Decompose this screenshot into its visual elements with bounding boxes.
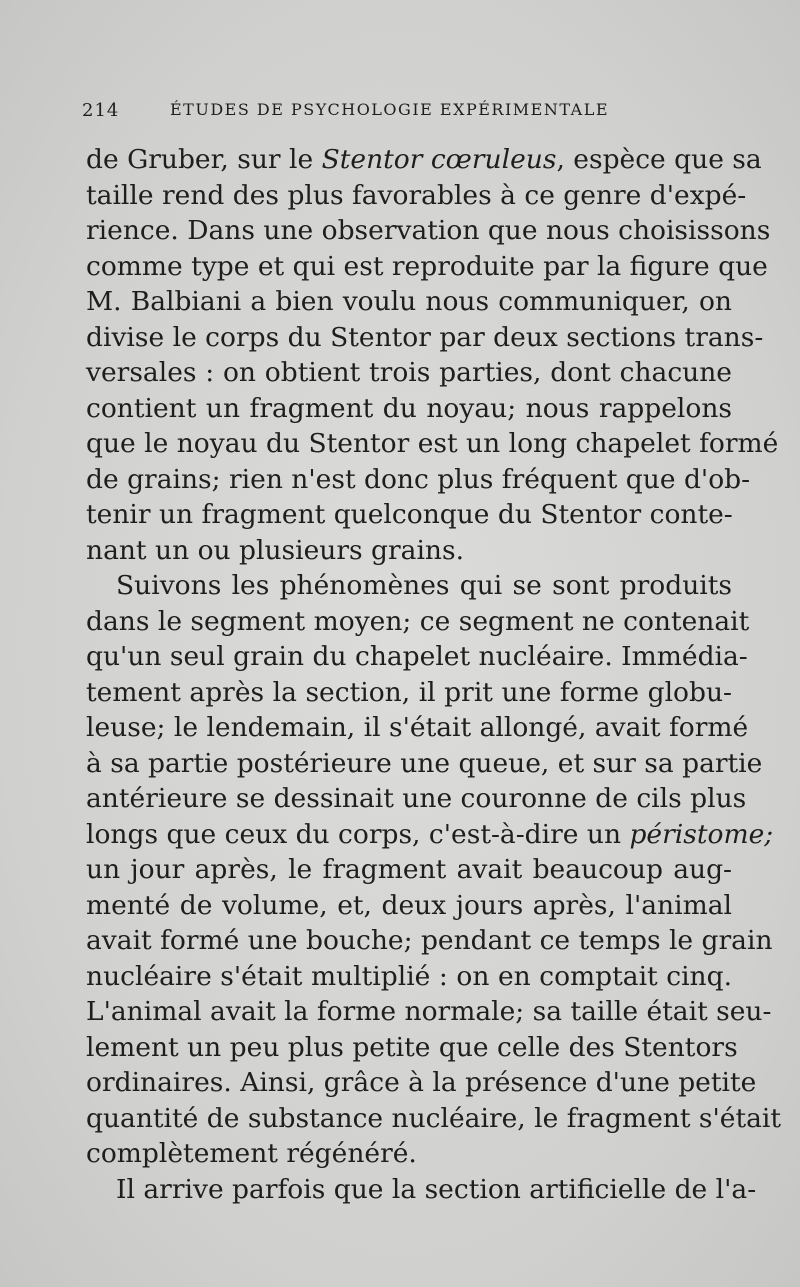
text-line: Suivons les phénomènes qui se sont produits <box>116 570 732 601</box>
page-number: 214 <box>82 100 120 121</box>
text-line: nant un ou plusieurs grains. <box>86 534 465 566</box>
text-line: lement un peu plus petite que celle des Stentors <box>86 1031 738 1063</box>
text-line: longs que ceux du corps, c'est-à-dire un péristome; <box>86 818 774 850</box>
text-line: L'animal avait la forme normale; sa taille était seu- <box>86 996 772 1027</box>
text-line: Il arrive parfois que la section artificielle de l'a- <box>116 1173 757 1205</box>
text-line: complètement régénéré. <box>86 1138 417 1169</box>
paragraph <box>86 142 779 568</box>
text-line: dans le segment moyen; ce segment ne contenait <box>86 605 750 637</box>
text-line: ordinaires. Ainsi, grâce à la présence d'une petite <box>86 1067 757 1098</box>
text-line: taille rend des plus favorables à ce genre d'expé- <box>86 179 747 211</box>
text-line: contient un fragment du noyau; nous rappelons <box>86 392 732 424</box>
text-line: un jour après, le fragment avait beaucoup aug- <box>86 854 732 885</box>
text-line: antérieure se dessinait une couronne de cils plus <box>86 783 747 814</box>
text-line: à sa partie postérieure une queue, et sur sa partie <box>86 747 763 779</box>
text-line: que le noyau du Stentor est un long chapelet formé <box>86 428 779 459</box>
text-line: tenir un fragment quelconque du Stentor conte- <box>86 499 733 530</box>
text-line: de Gruber, sur le Stentor cœruleus, espèce que sa <box>86 144 762 175</box>
text-line: leuse; le lendemain, il s'était allongé, avait formé <box>86 712 749 743</box>
italic-term: Stentor cœruleus <box>321 144 557 175</box>
text-line: tement après la section, il prit une forme globu- <box>86 676 732 708</box>
text-line: versales : on obtient trois parties, dont chacune <box>86 357 732 388</box>
text-line: menté de volume, et, deux jours après, l'animal <box>86 889 732 921</box>
text-line: nucléaire s'était multiplié : on en comptait cinq. <box>86 960 732 992</box>
running-head: ÉTUDES DE PSYCHOLOGIE EXPÉRIMENTALE <box>170 100 610 119</box>
italic-term: péristome; <box>629 818 774 850</box>
paragraph <box>86 1172 757 1208</box>
text-line: comme type et qui est reproduite par la figure que <box>86 250 768 282</box>
text-line: de grains; rien n'est donc plus fréquent que d'ob- <box>86 463 751 495</box>
text-line: rience. Dans une observation que nous choisissons <box>86 215 771 246</box>
text-line: quantité de substance nucléaire, le fragment s'était <box>86 1102 782 1134</box>
text-line: divise le corps du Stentor par deux sections trans- <box>86 321 764 353</box>
text-line: M. Balbiani a bien voulu nous communiquer, on <box>86 286 732 317</box>
text-line: qu'un seul grain du chapelet nucléaire. Immédia- <box>86 641 748 672</box>
body-text <box>86 142 782 1207</box>
paragraph <box>86 568 782 1172</box>
page-header <box>82 100 642 130</box>
text-line: avait formé une bouche; pendant ce temps le grain <box>86 925 773 956</box>
